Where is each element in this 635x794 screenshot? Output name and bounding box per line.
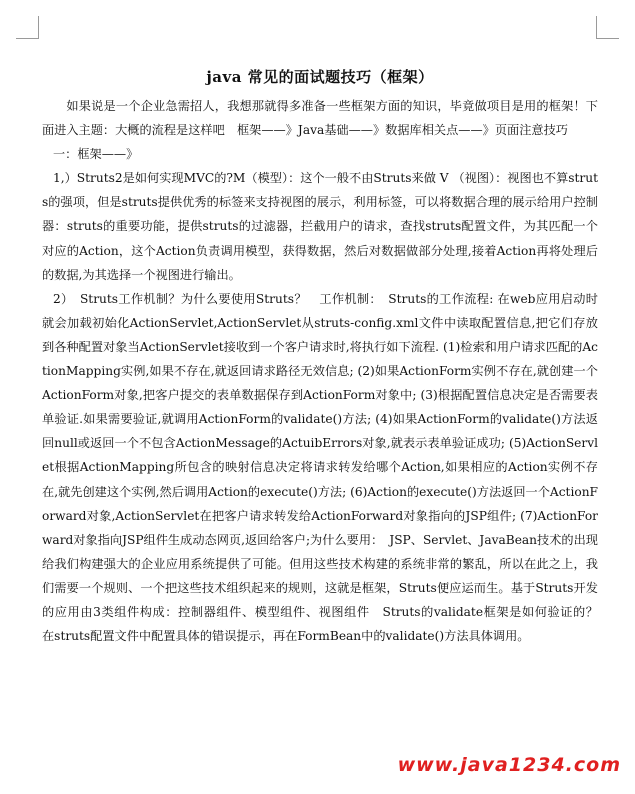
paragraph-struts-mechanism: 2） Struts工作机制？为什么要使用Struts？ 工作机制： Struts的工作流程: 在web应用启动时就会加载初始化ActionServlet,ActionServlet从struts-config.xml文件中读取配置信息,把它们存放到各种配置对象当ActionServlet接收到一个客户请求时,将执行如下流程. (1)检索和用户请求匹配的ActionMapping实例,如果不存在,就返回请求路径无效信息; (2)如果ActionForm实例不存在,就创建一个ActionForm对象,把客户提交的表单数据保存到ActionForm对象中; (3)根据配置信息决定是否需要表单验证.如果需要验证,就调用ActionForm的validate()方法; (4)如果ActionForm的validate()方法返回null或返回一个不包含ActionMessage的ActuibErrors对象,就表示表单验证成功; (5)ActionServlet根据ActionMapping所包含的映射信息决定将请求转发给哪个Action,如果相应的Action实例不存在,就先创建这个实例,然后调用Action的execute()方法; (6)Action的execute()方法返回一个ActionForward对象,ActionServlet在把客户请求转发给ActionForward对象指向的JSP组件; (7)ActionForward对象指向JSP组件生成动态网页,返回给客户;为什么要用： JSP、Servlet、JavaBean技术的出现给我们构建强大的企业应用系统提供了可能。但用这些技术构建的系统非常的繁乱，所以在此之上，我们需要一个规则、一个把这些技术组织起来的规则，这就是框架，Struts便应运而生。基于Struts开发的应用由3类组件构成：控制器组件、模型组件、视图组件 Struts的validate框架是如何验证的？ 在struts配置文件中配置具体的错误提示，再在FormBean中的validate()方法具体调用。 <box>42 291 611 644</box>
crop-mark-top-left <box>16 16 39 39</box>
section-heading-frameworks: 一：框架——》 <box>52 147 139 162</box>
intro-paragraph: 如果说是一个企业急需招人，我想那就得多准备一些框架方面的知识，毕竟做项目是用的框架！下面进入主题：大概的流程是这样吧 框架——》Java基础——》数据库相关点——》页面注意技巧 <box>42 99 598 138</box>
document-title: java 常见的面试题技巧（框架） <box>206 68 434 86</box>
crop-mark-top-right <box>596 16 619 39</box>
paragraph-struts2-mvc: 1,）Struts2是如何实现MVC的?M（模型）：这个一般不由Struts来做 V （视图）：视图也不算struts的强项，但是struts提供优秀的标签来支持视图的展示，利用标签，可以将数据合理的展示给用户控制器：struts的重要功能，提供struts的过滤器，拦截用户的请求，查找struts配置文件，为其匹配一个对应的Action，这个Action负责调用模型，获得数据，然后对数据做部分处理,接着Action再将处理后的数据,为其选择一个视图进行输出。 <box>42 171 598 282</box>
document-body <box>42 64 611 648</box>
watermark-text: www.java1234.com <box>397 754 621 776</box>
